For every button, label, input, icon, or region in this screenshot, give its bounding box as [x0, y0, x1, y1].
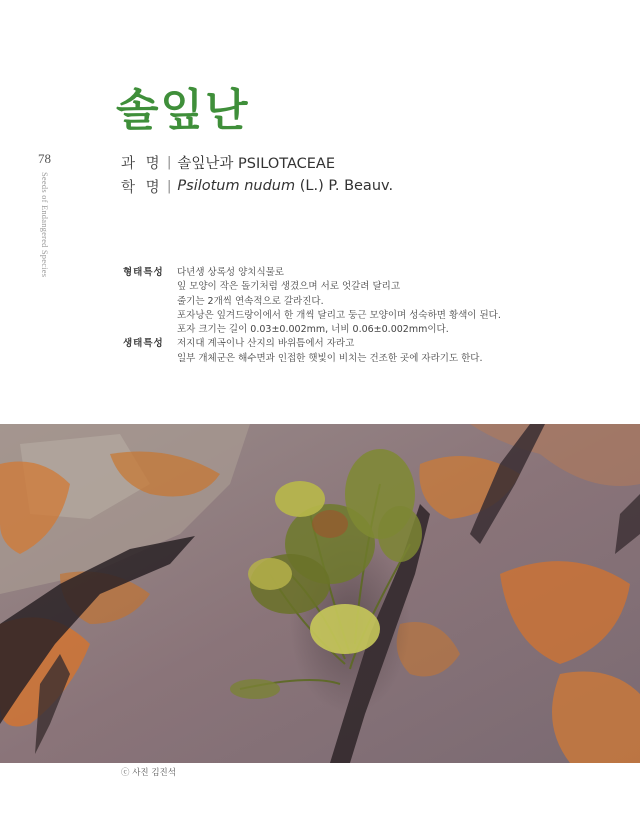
- side-label: Seeds of Endangered Species: [40, 172, 50, 278]
- species-meta: [121, 150, 393, 198]
- ecology-section: [123, 337, 501, 366]
- morphology-line: 줄기는 2개씩 연속적으로 갈라진다.: [177, 295, 324, 307]
- morphology-line: 다년생 상록성 양치식물로: [177, 267, 284, 278]
- separator: |: [167, 178, 172, 194]
- scientific-name-row: [121, 174, 393, 198]
- ecology-text: [177, 337, 483, 366]
- morphology-section: [123, 266, 501, 337]
- morphology-text: [177, 266, 501, 337]
- scientific-name-label: 학 명: [121, 179, 163, 196]
- genus-species: Psilotum nudum: [177, 178, 296, 194]
- name-authority: (L.) P. Beauv.: [299, 178, 394, 194]
- ecology-label: 생태특성: [123, 338, 164, 350]
- morphology-line: 잎 모양이 작은 돌기처럼 생겼으며 서로 엇갈려 달리고: [177, 281, 401, 293]
- family-value: 솔잎난과 PSILOTACEAE: [177, 155, 335, 172]
- page-title: 솔잎난: [116, 85, 250, 136]
- ecology-line: 일부 개체군은 해수면과 인접한 햇빛이 비치는 건조한 곳에 자라기도 한다.: [177, 352, 483, 364]
- plant-photo: [0, 424, 640, 763]
- morphology-label: 형태특성: [123, 267, 164, 278]
- morphology-line: 포자낭은 잎겨드랑이에서 한 개씩 달리고 둥근 모양이며 성숙하면 황색이 된다.: [177, 309, 501, 321]
- page-number: 78: [38, 151, 51, 166]
- scientific-name-value: [177, 178, 393, 194]
- separator: |: [167, 154, 172, 170]
- photo-credit: ⓒ 사진 김진석: [121, 768, 176, 778]
- family-row: [121, 150, 393, 174]
- description: [123, 266, 501, 366]
- morphology-line: 포자 크기는 길이 0.03±0.002mm, 너비 0.06±0.002mm이다.: [177, 324, 449, 336]
- ecology-line: 저지대 계곡이나 산지의 바위틈에서 자라고: [177, 338, 355, 350]
- family-label: 과 명: [121, 155, 163, 172]
